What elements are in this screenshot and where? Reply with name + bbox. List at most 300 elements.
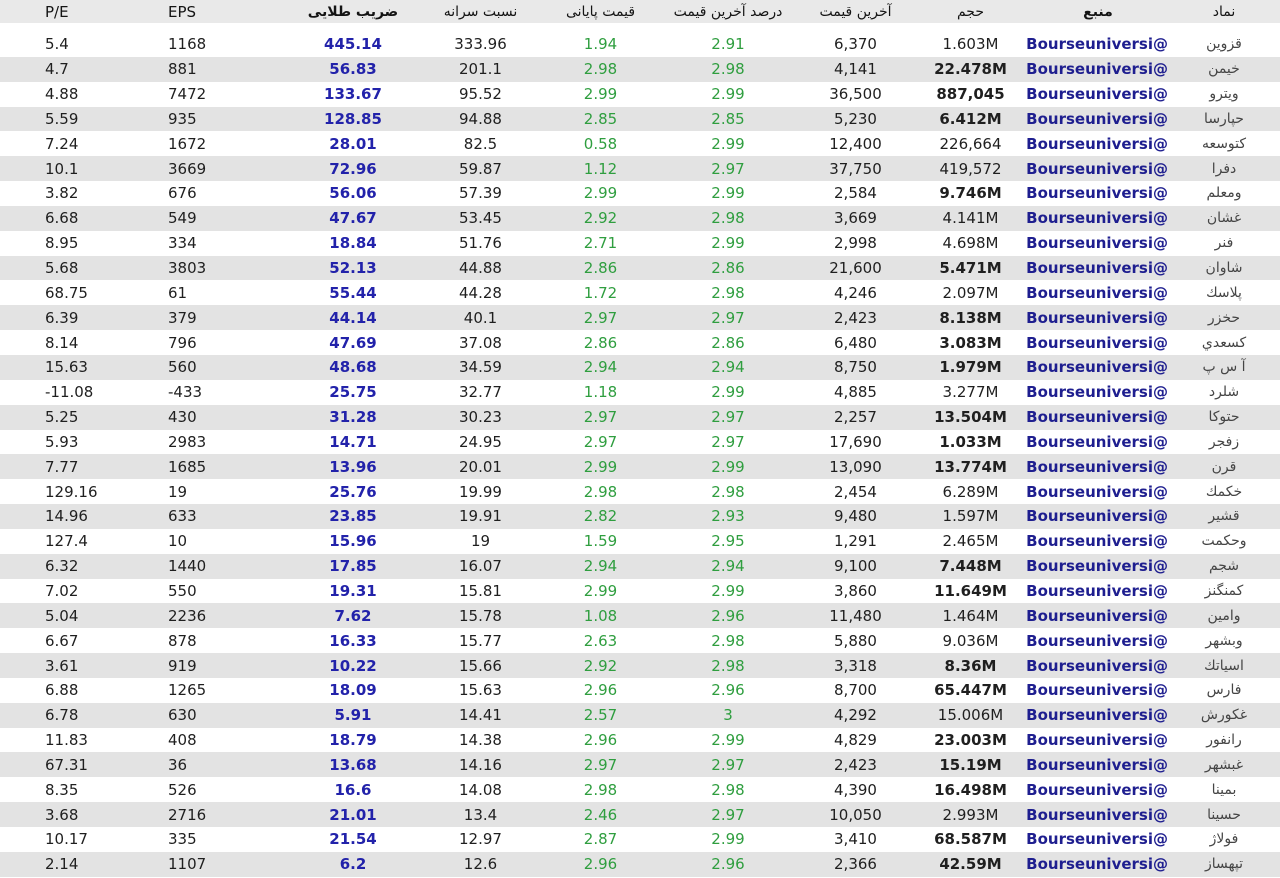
cell-pe: 10.17 — [0, 827, 128, 852]
cell-close-price: 2.87 — [543, 827, 658, 852]
cell-last-pct: 2.96 — [658, 603, 798, 628]
cell-last-pct: 3 — [658, 703, 798, 728]
cell-per-capita: 37.08 — [418, 330, 543, 355]
cell-eps: 1168 — [128, 32, 288, 57]
cell-eps: 560 — [128, 355, 288, 380]
cell-symbol: رانفور — [1168, 728, 1280, 753]
cell-golden: 445.14 — [288, 32, 418, 57]
cell-close-price: 2.97 — [543, 405, 658, 430]
column-header-close-price: قیمت پایانی — [543, 0, 658, 32]
cell-source[interactable]: @Bourseuniversi — [1028, 206, 1168, 231]
cell-volume: 13.504M — [913, 405, 1028, 430]
cell-golden: 18.84 — [288, 231, 418, 256]
cell-source[interactable]: @Bourseuniversi — [1028, 703, 1168, 728]
cell-symbol: حتوكا — [1168, 405, 1280, 430]
table-row — [0, 653, 1280, 678]
table-row — [0, 628, 1280, 653]
cell-volume: 9.746M — [913, 181, 1028, 206]
table-row — [0, 454, 1280, 479]
column-header-pe: P/E — [0, 0, 128, 32]
cell-symbol: دفرا — [1168, 156, 1280, 181]
cell-last-pct: 2.85 — [658, 107, 798, 132]
cell-eps: 334 — [128, 231, 288, 256]
cell-volume: 15.006M — [913, 703, 1028, 728]
cell-close-price: 2.99 — [543, 454, 658, 479]
cell-symbol: شجم — [1168, 554, 1280, 579]
cell-per-capita: 19.99 — [418, 479, 543, 504]
table-row — [0, 777, 1280, 802]
cell-golden: 72.96 — [288, 156, 418, 181]
cell-volume: 9.036M — [913, 628, 1028, 653]
cell-golden: 25.76 — [288, 479, 418, 504]
cell-last-pct: 2.97 — [658, 802, 798, 827]
cell-last-price: 5,230 — [798, 107, 913, 132]
column-header-symbol: نماد — [1168, 0, 1280, 32]
cell-last-price: 9,100 — [798, 554, 913, 579]
cell-symbol: غبشهر — [1168, 752, 1280, 777]
cell-close-price: 1.94 — [543, 32, 658, 57]
cell-last-price: 6,370 — [798, 32, 913, 57]
cell-golden: 48.68 — [288, 355, 418, 380]
table-row — [0, 752, 1280, 777]
table-row — [0, 107, 1280, 132]
cell-symbol: وامين — [1168, 603, 1280, 628]
cell-per-capita: 82.5 — [418, 131, 543, 156]
table-row — [0, 231, 1280, 256]
cell-golden: 44.14 — [288, 305, 418, 330]
cell-per-capita: 15.66 — [418, 653, 543, 678]
cell-eps: 2983 — [128, 430, 288, 455]
cell-eps: 676 — [128, 181, 288, 206]
cell-per-capita: 59.87 — [418, 156, 543, 181]
cell-close-price: 2.99 — [543, 82, 658, 107]
cell-eps: 36 — [128, 752, 288, 777]
cell-close-price: 2.94 — [543, 554, 658, 579]
cell-symbol: خكمك — [1168, 479, 1280, 504]
cell-volume: 22.478M — [913, 57, 1028, 82]
cell-last-price: 10,050 — [798, 802, 913, 827]
table-row — [0, 305, 1280, 330]
cell-per-capita: 95.52 — [418, 82, 543, 107]
cell-last-price: 2,454 — [798, 479, 913, 504]
cell-pe: 6.68 — [0, 206, 128, 231]
cell-last-pct: 2.98 — [658, 206, 798, 231]
cell-symbol: ومعلم — [1168, 181, 1280, 206]
table-row — [0, 852, 1280, 877]
cell-symbol: كسعدي — [1168, 330, 1280, 355]
cell-golden: 31.28 — [288, 405, 418, 430]
cell-close-price: 2.98 — [543, 777, 658, 802]
table-row — [0, 504, 1280, 529]
cell-last-pct: 2.97 — [658, 752, 798, 777]
cell-source[interactable]: @Bourseuniversi — [1028, 405, 1168, 430]
cell-symbol: حخزر — [1168, 305, 1280, 330]
cell-close-price: 2.94 — [543, 355, 658, 380]
cell-last-price: 4,829 — [798, 728, 913, 753]
cell-symbol: قشير — [1168, 504, 1280, 529]
cell-source[interactable]: @Bourseuniversi — [1028, 603, 1168, 628]
table-row — [0, 156, 1280, 181]
cell-close-price: 2.86 — [543, 256, 658, 281]
cell-volume: 2.097M — [913, 280, 1028, 305]
cell-last-pct: 2.97 — [658, 430, 798, 455]
cell-eps: 10 — [128, 529, 288, 554]
cell-volume: 13.774M — [913, 454, 1028, 479]
cell-pe: 68.75 — [0, 280, 128, 305]
cell-close-price: 2.85 — [543, 107, 658, 132]
cell-pe: 129.16 — [0, 479, 128, 504]
cell-volume: 1.464M — [913, 603, 1028, 628]
cell-last-pct: 2.98 — [658, 280, 798, 305]
cell-last-price: 4,246 — [798, 280, 913, 305]
cell-source[interactable]: @Bourseuniversi — [1028, 131, 1168, 156]
cell-source[interactable]: @Bourseuniversi — [1028, 181, 1168, 206]
cell-symbol: کتوسعه — [1168, 131, 1280, 156]
cell-eps: -433 — [128, 380, 288, 405]
column-header-volume: حجم — [913, 0, 1028, 32]
cell-eps: 61 — [128, 280, 288, 305]
cell-pe: -11.08 — [0, 380, 128, 405]
cell-source[interactable]: @Bourseuniversi — [1028, 380, 1168, 405]
cell-symbol: فنر — [1168, 231, 1280, 256]
cell-pe: 4.88 — [0, 82, 128, 107]
cell-volume: 5.471M — [913, 256, 1028, 281]
cell-close-price: 1.72 — [543, 280, 658, 305]
cell-volume: 15.19M — [913, 752, 1028, 777]
cell-last-pct: 2.99 — [658, 380, 798, 405]
cell-symbol: قرن — [1168, 454, 1280, 479]
cell-volume: 2.993M — [913, 802, 1028, 827]
cell-per-capita: 32.77 — [418, 380, 543, 405]
cell-last-pct: 2.99 — [658, 82, 798, 107]
cell-last-price: 3,669 — [798, 206, 913, 231]
cell-pe: 11.83 — [0, 728, 128, 753]
cell-source[interactable]: @Bourseuniversi — [1028, 529, 1168, 554]
cell-symbol: زفجر — [1168, 430, 1280, 455]
cell-pe: 5.04 — [0, 603, 128, 628]
cell-last-pct: 2.99 — [658, 454, 798, 479]
table-row — [0, 181, 1280, 206]
cell-per-capita: 15.81 — [418, 579, 543, 604]
cell-volume: 887,045 — [913, 82, 1028, 107]
cell-golden: 14.71 — [288, 430, 418, 455]
cell-close-price: 2.98 — [543, 57, 658, 82]
cell-eps: 408 — [128, 728, 288, 753]
cell-per-capita: 40.1 — [418, 305, 543, 330]
table-row — [0, 380, 1280, 405]
cell-symbol: كمنگنز — [1168, 579, 1280, 604]
cell-volume: 42.59M — [913, 852, 1028, 877]
cell-close-price: 2.86 — [543, 330, 658, 355]
cell-source[interactable]: @Bourseuniversi — [1028, 802, 1168, 827]
cell-source[interactable]: @Bourseuniversi — [1028, 653, 1168, 678]
cell-last-pct: 2.98 — [658, 653, 798, 678]
cell-last-pct: 2.99 — [658, 231, 798, 256]
cell-pe: 7.77 — [0, 454, 128, 479]
cell-pe: 10.1 — [0, 156, 128, 181]
table-row — [0, 827, 1280, 852]
cell-per-capita: 24.95 — [418, 430, 543, 455]
cell-last-price: 37,750 — [798, 156, 913, 181]
cell-pe: 5.93 — [0, 430, 128, 455]
table-row — [0, 57, 1280, 82]
cell-eps: 549 — [128, 206, 288, 231]
cell-per-capita: 14.16 — [418, 752, 543, 777]
cell-golden: 21.54 — [288, 827, 418, 852]
column-header-last-percent: درصد آخرین قیمت — [658, 0, 798, 32]
cell-symbol: وحكمت — [1168, 529, 1280, 554]
cell-close-price: 2.92 — [543, 653, 658, 678]
cell-golden: 28.01 — [288, 131, 418, 156]
cell-pe: 8.95 — [0, 231, 128, 256]
cell-volume: 3.277M — [913, 380, 1028, 405]
cell-source[interactable]: @Bourseuniversi — [1028, 256, 1168, 281]
cell-volume: 8.138M — [913, 305, 1028, 330]
cell-volume: 11.649M — [913, 579, 1028, 604]
cell-per-capita: 14.38 — [418, 728, 543, 753]
cell-golden: 128.85 — [288, 107, 418, 132]
cell-source[interactable]: @Bourseuniversi — [1028, 777, 1168, 802]
cell-golden: 6.2 — [288, 852, 418, 877]
cell-eps: 19 — [128, 479, 288, 504]
cell-source[interactable]: @Bourseuniversi — [1028, 579, 1168, 604]
cell-last-pct: 2.97 — [658, 405, 798, 430]
cell-last-price: 13,090 — [798, 454, 913, 479]
table-row — [0, 728, 1280, 753]
cell-pe: 3.82 — [0, 181, 128, 206]
cell-last-price: 12,400 — [798, 131, 913, 156]
cell-eps: 1672 — [128, 131, 288, 156]
cell-source[interactable]: @Bourseuniversi — [1028, 752, 1168, 777]
cell-last-pct: 2.97 — [658, 156, 798, 181]
cell-symbol: قزوین — [1168, 32, 1280, 57]
cell-last-price: 3,410 — [798, 827, 913, 852]
cell-symbol: پلاسك — [1168, 280, 1280, 305]
cell-last-price: 36,500 — [798, 82, 913, 107]
cell-last-pct: 2.99 — [658, 131, 798, 156]
cell-close-price: 0.58 — [543, 131, 658, 156]
cell-symbol: وبشهر — [1168, 628, 1280, 653]
cell-source[interactable]: @Bourseuniversi — [1028, 479, 1168, 504]
cell-per-capita: 44.28 — [418, 280, 543, 305]
cell-last-pct: 2.94 — [658, 355, 798, 380]
cell-per-capita: 16.07 — [418, 554, 543, 579]
cell-per-capita: 15.77 — [418, 628, 543, 653]
cell-last-pct: 2.99 — [658, 579, 798, 604]
cell-pe: 5.59 — [0, 107, 128, 132]
cell-last-price: 4,292 — [798, 703, 913, 728]
cell-symbol: غشان — [1168, 206, 1280, 231]
table-row — [0, 479, 1280, 504]
cell-close-price: 1.18 — [543, 380, 658, 405]
cell-source[interactable]: @Bourseuniversi — [1028, 678, 1168, 703]
cell-volume: 4.698M — [913, 231, 1028, 256]
cell-last-price: 2,998 — [798, 231, 913, 256]
cell-source[interactable]: @Bourseuniversi — [1028, 827, 1168, 852]
table-row — [0, 554, 1280, 579]
cell-symbol: ویترو — [1168, 82, 1280, 107]
cell-per-capita: 19.91 — [418, 504, 543, 529]
cell-pe: 5.68 — [0, 256, 128, 281]
cell-pe: 8.14 — [0, 330, 128, 355]
table-row — [0, 579, 1280, 604]
cell-eps: 2236 — [128, 603, 288, 628]
cell-last-price: 2,584 — [798, 181, 913, 206]
cell-volume: 7.448M — [913, 554, 1028, 579]
cell-eps: 1265 — [128, 678, 288, 703]
cell-symbol: آ س پ — [1168, 355, 1280, 380]
cell-symbol: خیمن — [1168, 57, 1280, 82]
cell-source[interactable]: @Bourseuniversi — [1028, 156, 1168, 181]
cell-last-pct: 2.86 — [658, 256, 798, 281]
cell-volume: 1.597M — [913, 504, 1028, 529]
table-row — [0, 131, 1280, 156]
cell-volume: 6.289M — [913, 479, 1028, 504]
cell-last-pct: 2.94 — [658, 554, 798, 579]
cell-close-price: 2.57 — [543, 703, 658, 728]
cell-symbol: حپارسا — [1168, 107, 1280, 132]
cell-source[interactable]: @Bourseuniversi — [1028, 330, 1168, 355]
cell-per-capita: 51.76 — [418, 231, 543, 256]
header-row — [0, 0, 1280, 32]
cell-per-capita: 13.4 — [418, 802, 543, 827]
cell-source[interactable]: @Bourseuniversi — [1028, 454, 1168, 479]
cell-golden: 19.31 — [288, 579, 418, 604]
cell-symbol: تپهساز — [1168, 852, 1280, 877]
cell-golden: 13.96 — [288, 454, 418, 479]
cell-per-capita: 15.78 — [418, 603, 543, 628]
cell-symbol: شاوان — [1168, 256, 1280, 281]
cell-eps: 335 — [128, 827, 288, 852]
cell-pe: 6.67 — [0, 628, 128, 653]
cell-last-price: 5,880 — [798, 628, 913, 653]
cell-source[interactable]: @Bourseuniversi — [1028, 504, 1168, 529]
cell-source[interactable]: @Bourseuniversi — [1028, 107, 1168, 132]
cell-source[interactable]: @Bourseuniversi — [1028, 430, 1168, 455]
cell-source[interactable]: @Bourseuniversi — [1028, 280, 1168, 305]
cell-golden: 18.09 — [288, 678, 418, 703]
cell-eps: 633 — [128, 504, 288, 529]
cell-per-capita: 333.96 — [418, 32, 543, 57]
cell-golden: 56.83 — [288, 57, 418, 82]
cell-eps: 878 — [128, 628, 288, 653]
cell-source[interactable]: @Bourseuniversi — [1028, 728, 1168, 753]
cell-per-capita: 201.1 — [418, 57, 543, 82]
table-header — [0, 0, 1280, 32]
cell-eps: 919 — [128, 653, 288, 678]
cell-eps: 526 — [128, 777, 288, 802]
cell-last-price: 21,600 — [798, 256, 913, 281]
cell-golden: 47.67 — [288, 206, 418, 231]
table-row — [0, 32, 1280, 57]
table-row — [0, 256, 1280, 281]
cell-pe: 3.61 — [0, 653, 128, 678]
cell-per-capita: 15.63 — [418, 678, 543, 703]
table-row — [0, 802, 1280, 827]
cell-volume: 6.412M — [913, 107, 1028, 132]
cell-close-price: 2.97 — [543, 430, 658, 455]
cell-source[interactable]: @Bourseuniversi — [1028, 231, 1168, 256]
cell-last-pct: 2.98 — [658, 57, 798, 82]
cell-golden: 17.85 — [288, 554, 418, 579]
cell-golden: 16.6 — [288, 777, 418, 802]
cell-close-price: 2.63 — [543, 628, 658, 653]
cell-golden: 55.44 — [288, 280, 418, 305]
cell-golden: 23.85 — [288, 504, 418, 529]
cell-golden: 7.62 — [288, 603, 418, 628]
cell-last-price: 6,480 — [798, 330, 913, 355]
cell-golden: 5.91 — [288, 703, 418, 728]
cell-close-price: 2.92 — [543, 206, 658, 231]
cell-last-price: 8,700 — [798, 678, 913, 703]
table-row — [0, 678, 1280, 703]
cell-close-price: 1.12 — [543, 156, 658, 181]
table-row — [0, 603, 1280, 628]
table-row — [0, 280, 1280, 305]
cell-pe: 7.02 — [0, 579, 128, 604]
cell-source[interactable]: @Bourseuniversi — [1028, 82, 1168, 107]
cell-volume: 68.587M — [913, 827, 1028, 852]
cell-pe: 127.4 — [0, 529, 128, 554]
cell-eps: 7472 — [128, 82, 288, 107]
cell-source[interactable]: @Bourseuniversi — [1028, 305, 1168, 330]
cell-per-capita: 12.97 — [418, 827, 543, 852]
cell-close-price: 2.96 — [543, 678, 658, 703]
cell-pe: 2.14 — [0, 852, 128, 877]
cell-last-pct: 2.98 — [658, 628, 798, 653]
cell-per-capita: 57.39 — [418, 181, 543, 206]
table-row — [0, 703, 1280, 728]
cell-source[interactable]: @Bourseuniversi — [1028, 628, 1168, 653]
cell-symbol: شلرد — [1168, 380, 1280, 405]
cell-last-pct: 2.98 — [658, 777, 798, 802]
cell-source[interactable]: @Bourseuniversi — [1028, 355, 1168, 380]
cell-close-price: 2.82 — [543, 504, 658, 529]
cell-last-price: 8,750 — [798, 355, 913, 380]
cell-symbol: فارس — [1168, 678, 1280, 703]
cell-per-capita: 30.23 — [418, 405, 543, 430]
cell-volume: 23.003M — [913, 728, 1028, 753]
cell-last-price: 4,885 — [798, 380, 913, 405]
cell-source[interactable]: @Bourseuniversi — [1028, 852, 1168, 877]
cell-last-pct: 2.99 — [658, 728, 798, 753]
cell-volume: 16.498M — [913, 777, 1028, 802]
cell-eps: 550 — [128, 579, 288, 604]
cell-last-pct: 2.99 — [658, 827, 798, 852]
cell-pe: 5.4 — [0, 32, 128, 57]
cell-golden: 25.75 — [288, 380, 418, 405]
cell-close-price: 2.46 — [543, 802, 658, 827]
cell-eps: 3669 — [128, 156, 288, 181]
cell-close-price: 2.96 — [543, 728, 658, 753]
cell-golden: 16.33 — [288, 628, 418, 653]
cell-source[interactable]: @Bourseuniversi — [1028, 57, 1168, 82]
cell-source[interactable]: @Bourseuniversi — [1028, 32, 1168, 57]
cell-source[interactable]: @Bourseuniversi — [1028, 554, 1168, 579]
cell-per-capita: 53.45 — [418, 206, 543, 231]
cell-per-capita: 94.88 — [418, 107, 543, 132]
table-row — [0, 405, 1280, 430]
cell-volume: 1.979M — [913, 355, 1028, 380]
cell-golden: 15.96 — [288, 529, 418, 554]
cell-golden: 133.67 — [288, 82, 418, 107]
cell-last-price: 11,480 — [798, 603, 913, 628]
cell-pe: 6.78 — [0, 703, 128, 728]
cell-symbol: غكورش — [1168, 703, 1280, 728]
cell-eps: 630 — [128, 703, 288, 728]
cell-last-pct: 2.93 — [658, 504, 798, 529]
cell-volume: 8.36M — [913, 653, 1028, 678]
